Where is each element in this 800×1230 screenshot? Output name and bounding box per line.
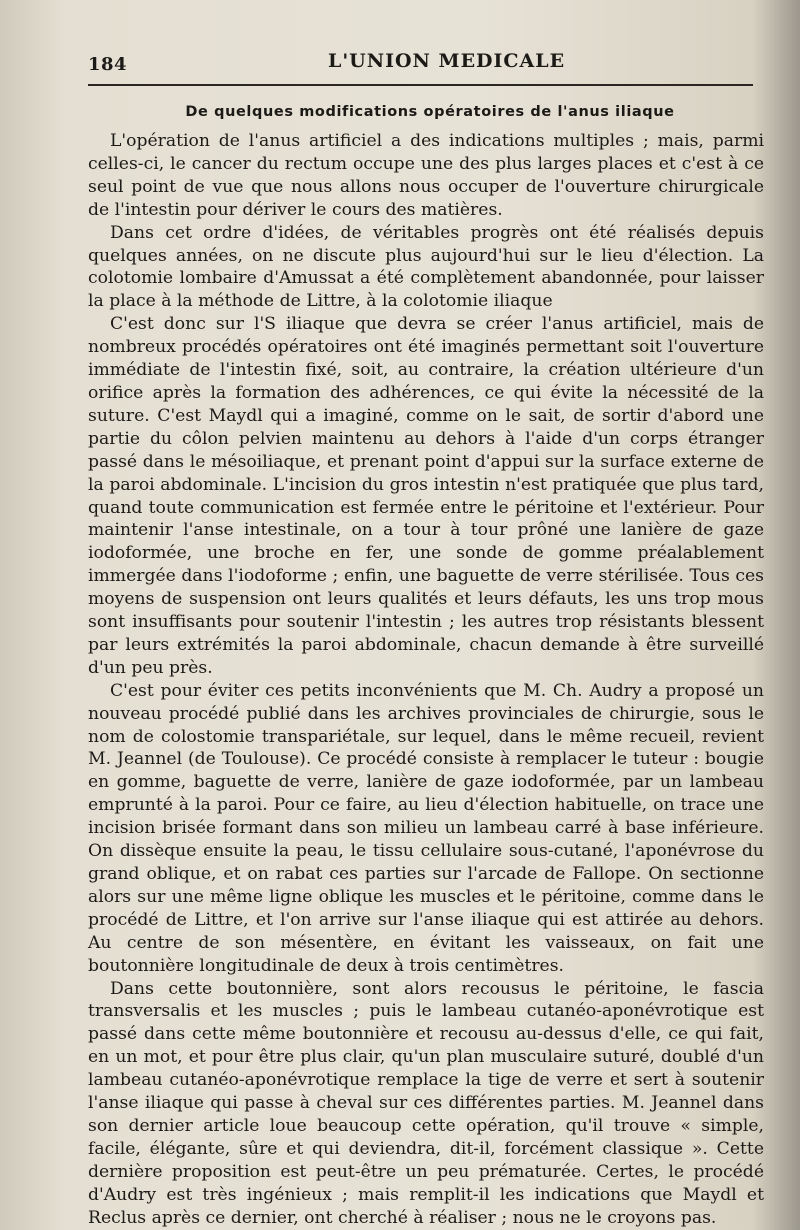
running-title: L'UNION MEDICALE xyxy=(328,50,566,72)
paragraph: C'est donc sur l'S iliaque que devra se créer l'anus artificiel, mais de nombreux procédés opératoires ont été imaginés permettant soit l'ouverture immédiate de l'intestin fixé, soit, au contraire, la création ultérieure d'un orifice après la formation des adhérences, ce qui évite la nécessité de la suture. C'est Maydl qui a imaginé, comme on le sait, de sortir d'abord une partie du côlon pelvien maintenu au dehors à l'aide d'un corps étranger passé dans le mésoiliaque, et prenant point d'appui sur la surface externe de la paroi abdominale. L'incision du gros intestin n'est pratiquée que plus tard, quand toute communication est fermée entre le péritoine et l'extérieur. Pour maintenir l'anse intestinale, on a tour à tour prôné une lanière de gaze iodoformée, une broche en fer, une sonde de gomme préalablement immergée dans l'iodoforme ; enfin, une baguette de verre stérilisée. Tous ces moyens de suspension ont leurs qualités et leurs défauts, les uns trop mous sont insuffisants pour soutenir l'intestin ; les autres trop résistants blessent par leurs extrémités la paroi abdominale, chacun demande à être surveillé d'un peu près. xyxy=(88,314,764,678)
page-number: 184 xyxy=(88,54,128,75)
paragraph: Dans cet ordre d'idées, de véritables progrès ont été réalisés depuis quelques années, on ne discute plus aujourd'hui sur le lieu d'élection. La colotomie lombaire d'Amussat a été complètement abandonnée, pour laisser la place à la méthode de Littre, à la colotomie iliaque xyxy=(88,222,764,312)
paragraph: Dans cette boutonnière, sont alors recousus le péritoine, le fascia transversalis et les muscles ; puis le lambeau cutanéo-aponévrotique est passé dans cette même boutonnière et recousu au-dessus d'elle, ce qui fait, en un mot, et pour être plus clair, qu'un plan musculaire suturé, doublé d'un lambeau cutanéo-aponévrotique remplace la tige de verre et sert à soutenir l'anse iliaque qui passe à cheval sur ces différentes parties. M. Jeannel dans son dernier article loue beaucoup cette opération, qu'il trouve « simple, facile, élégante, sûre et qui deviendra, dit-il, forcément classique ». Cette dernière proposition est peut-être un peu prématurée. Certes, le procédé d'Audry est très ingénieux ; mais remplit-il les indications que Maydl et Reclus après ce dernier, ont cherché à réaliser ; nous ne le croyons pas. xyxy=(88,978,764,1228)
header-rule xyxy=(88,84,753,86)
article-title: De quelques modifications opératoires de l'anus iliaque xyxy=(185,104,675,120)
paragraph: C'est pour éviter ces petits inconvénients que M. Ch. Audry a proposé un nouveau procédé publié dans les archives provinciales de chirurgie, sous le nom de colostomie transpariétale, sur lequel, dans le même recueil, revient M. Jeannel (de Toulouse). Ce procédé consiste à remplacer le tuteur : bougie en gomme, baguette de verre, lanière de gaze iodoformée, par un lambeau emprunté à la paroi. Pour ce faire, au lieu d'élection habituelle, on trace une incision brisée formant dans son milieu un lambeau carré à base inférieure. On dissèque ensuite la peau, le tissu cellulaire sous-cutané, l'aponévrose du grand oblique, et on rabat ces parties sur l'arcade de Fallope. On sectionne alors sur une même ligne oblique les muscles et le péritoine, comme dans le procédé de Littre, et l'on arrive sur l'anse iliaque qui est attirée au dehors. Au centre de son mésentère, en évitant les vaisseaux, on fait une boutonnière longitudinale de deux à trois centimètres. xyxy=(88,680,764,976)
paragraph: L'opération de l'anus artificiel a des indications multiples ; mais, parmi celles-ci, le cancer du rectum occupe une des plus larges places et c'est à ce seul point de vue que nous allons nous occuper de l'ouverture chirurgicale de l'intestin pour dériver le cours des matières. xyxy=(88,131,764,220)
article-body xyxy=(88,130,764,1230)
page-header xyxy=(88,46,760,80)
